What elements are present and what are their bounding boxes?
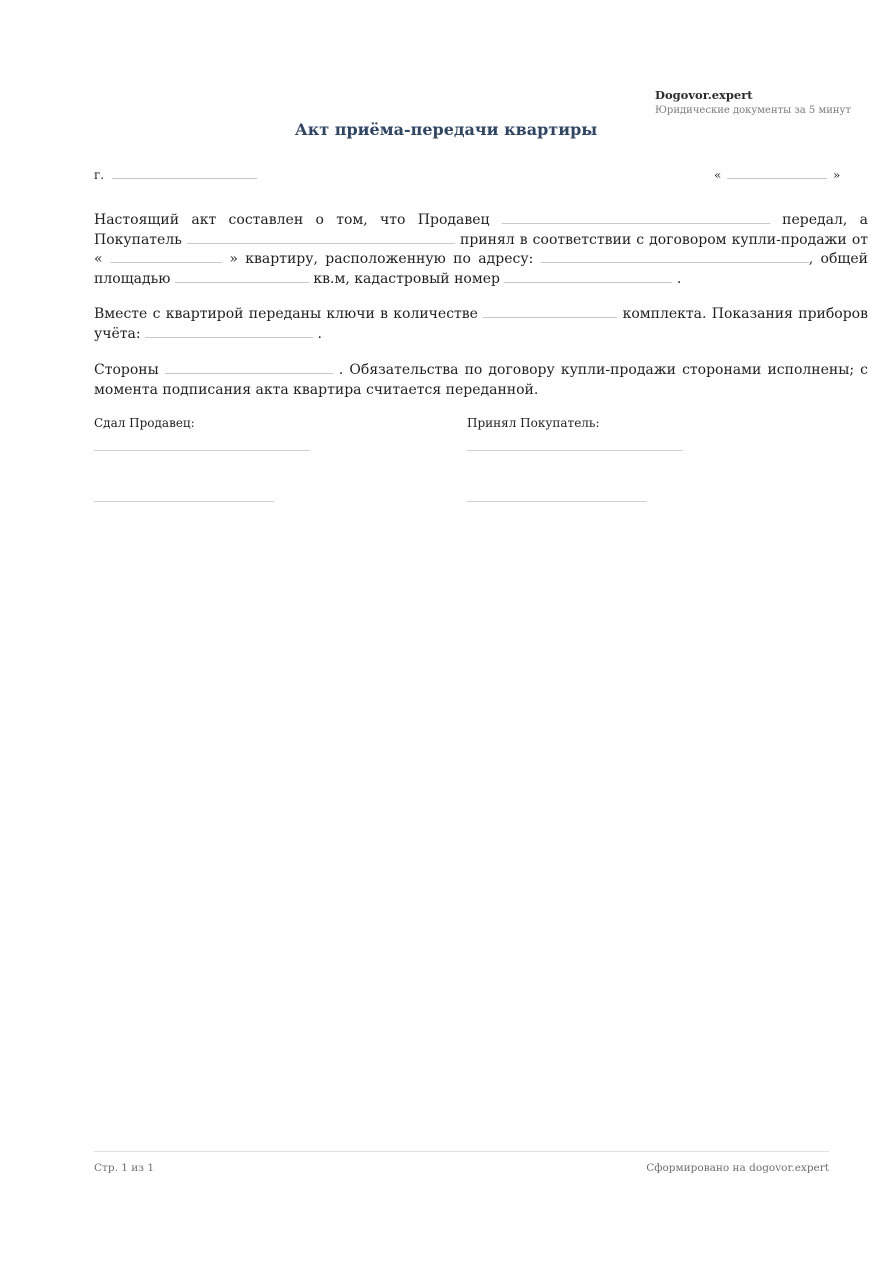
buyer-signature-line[interactable] <box>467 450 683 451</box>
seller-name-line[interactable] <box>94 501 274 502</box>
date-open-quote: « <box>714 168 722 182</box>
seller-signature-line[interactable] <box>94 450 310 451</box>
date-field <box>714 166 840 182</box>
document-title: Акт приёма-передачи квартиры <box>294 120 598 139</box>
meter-readings-blank[interactable] <box>145 325 313 338</box>
cadastral-number-blank[interactable] <box>504 270 672 283</box>
city-blank[interactable] <box>112 166 257 179</box>
p1-text-5: , общей площадью <box>94 251 868 287</box>
p1-text-4: » квартиру, расположенную по адресу: <box>229 251 534 267</box>
seller-signature-label: Сдал Продавец: <box>94 416 195 430</box>
contract-date-blank[interactable] <box>110 250 222 263</box>
p1-text-2: передал, а Покупатель <box>94 212 869 248</box>
brand-name: Dogovor.expert <box>655 88 753 102</box>
p2-text-2: комплекта. Показания приборов учёта: <box>94 306 868 342</box>
area-blank[interactable] <box>175 270 309 283</box>
generated-by-note: Сформировано на dogovor.expert <box>646 1162 829 1174</box>
city-prefix: г. <box>94 168 105 182</box>
p1-text-7: . <box>676 270 682 287</box>
paragraph-parties <box>94 361 868 400</box>
brand-block <box>655 88 851 116</box>
page-number: Стр. 1 из 1 <box>94 1162 155 1174</box>
buyer-name-line[interactable] <box>467 501 647 502</box>
p3-text-2: . Обязательства по договору купли-продажи сторонами исполнены; с момента подписания акта квартира считается переданной. <box>94 362 868 398</box>
address-blank[interactable] <box>541 250 809 263</box>
date-blank[interactable] <box>727 166 827 179</box>
buyer-signature-label: Принял Покупатель: <box>467 416 600 430</box>
brand-tagline: Юридические документы за 5 минут <box>655 105 851 116</box>
city-field <box>94 166 257 182</box>
date-close-quote: » <box>833 168 841 182</box>
p1-text-1: Настоящий акт составлен о том, что Продавец <box>94 212 490 228</box>
p1-text-6: кв.м, кадастровый номер <box>313 270 500 287</box>
p3-text-1: Стороны <box>94 362 159 378</box>
parties-blank[interactable] <box>165 361 333 374</box>
footer-divider <box>94 1151 829 1152</box>
keys-count-blank[interactable] <box>483 305 617 318</box>
paragraph-transfer <box>94 211 868 289</box>
p2-text-1: Вместе с квартирой переданы ключи в количестве <box>94 306 478 322</box>
buyer-name-blank[interactable] <box>187 231 455 244</box>
seller-name-blank[interactable] <box>502 211 770 224</box>
paragraph-keys <box>94 305 868 344</box>
p2-text-3: . <box>317 325 322 342</box>
p1-text-3: принял в соответствии с договором купли-продажи от « <box>94 231 868 267</box>
